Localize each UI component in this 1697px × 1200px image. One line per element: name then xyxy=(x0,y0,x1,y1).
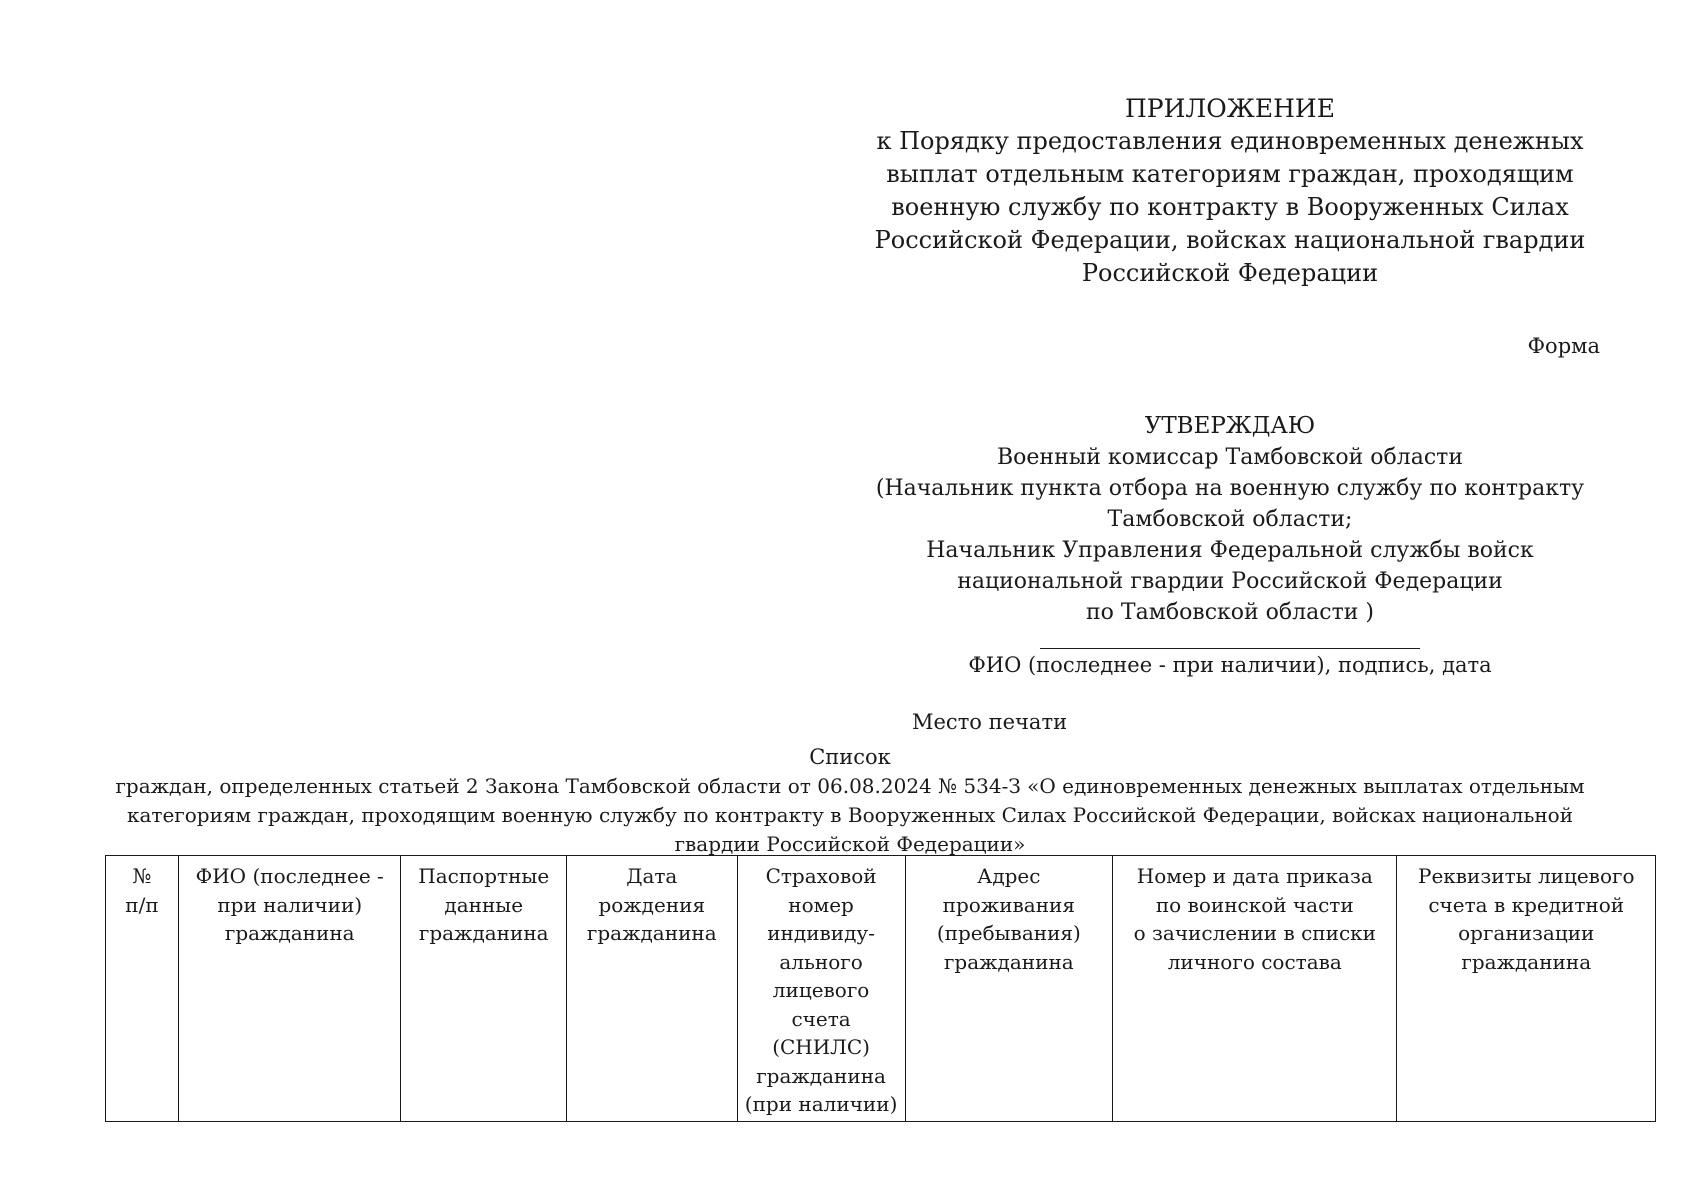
header-line: Паспортные xyxy=(418,864,550,888)
header-line: Дата xyxy=(626,864,678,888)
header-line: лицевого xyxy=(772,978,870,1002)
table-header-row xyxy=(106,856,1656,1122)
approval-title: УТВЕРЖДАЮ xyxy=(1144,413,1316,439)
header-bank-account xyxy=(1397,856,1656,1122)
header-line: счета в кредитной xyxy=(1428,892,1625,917)
header-line: гражданина xyxy=(418,921,549,945)
approval-line: Военный комиссар Тамбовской области xyxy=(996,445,1464,470)
header-passport xyxy=(401,856,566,1122)
header-line: гражданина xyxy=(756,1063,886,1088)
header-line: индивиду- xyxy=(767,921,875,945)
header-line: (пребывания) xyxy=(936,921,1081,945)
header-line: № xyxy=(132,864,152,888)
header-line: при наличии) xyxy=(217,892,363,917)
header-address xyxy=(905,856,1113,1122)
header-line: (при наличии) xyxy=(744,1092,898,1116)
list-subtitle-line: граждан, определенных статьей 2 Закона Тамбовской области от 06.08.2024 № 534-З «О единовременных денежных выплатах отдельным xyxy=(115,774,1585,798)
header-line: ФИО (последнее - xyxy=(195,864,384,888)
signature-line xyxy=(1040,648,1420,649)
appendix-line: Российской Федерации, войсках национальной гвардии xyxy=(874,226,1586,254)
header-line: Реквизиты лицевого xyxy=(1417,864,1635,888)
appendix-line: выплат отдельным категориям граждан, проходящим xyxy=(886,160,1574,188)
approval-block xyxy=(860,411,1600,628)
header-line: п/п xyxy=(125,892,159,917)
appendix-line: к Порядку предоставления единовременных денежных xyxy=(876,127,1584,155)
seal-place: Место печати xyxy=(912,710,1068,734)
header-line: гражданина xyxy=(1461,949,1592,974)
header-line: Адрес xyxy=(977,864,1041,888)
header-line: гражданина xyxy=(224,921,355,945)
approval-line: по Тамбовской области ) xyxy=(1086,600,1374,625)
citizens-table xyxy=(105,855,1656,1122)
header-line: о зачислении в списки xyxy=(1133,921,1376,945)
list-subtitle-line: категориям граждан, проходящим военную службу по контракту в Вооруженных Силах Российской Федерации, войсках национальной xyxy=(126,803,1574,827)
list-subtitle-line: гвардии Российской Федерации» xyxy=(674,832,1026,856)
header-line: номер xyxy=(788,892,854,917)
appendix-line: военную службу по контракту в Вооруженных Силах xyxy=(891,193,1569,221)
list-subtitle xyxy=(100,772,1600,859)
header-line: (СНИЛС) xyxy=(772,1035,870,1059)
appendix-header xyxy=(870,92,1590,290)
approval-line: Тамбовской области; xyxy=(1107,507,1353,532)
approval-line: Начальник Управления Федеральной службы войск xyxy=(926,538,1534,563)
header-line: по воинской части xyxy=(1155,892,1354,917)
header-line: организации xyxy=(1458,921,1595,945)
header-snils xyxy=(737,856,905,1122)
header-line: Номер и дата приказа xyxy=(1136,864,1373,888)
header-line: проживания xyxy=(942,892,1076,917)
header-line: рождения xyxy=(598,892,706,917)
header-line: гражданина xyxy=(586,921,717,945)
approval-line: национальной гвардии Российской Федерации xyxy=(957,569,1503,594)
header-line: Страховой xyxy=(765,864,877,888)
header-line: личного состава xyxy=(1167,949,1342,974)
approval-line: (Начальник пункта отбора на военную службу по контракту xyxy=(875,476,1585,501)
header-line: данные xyxy=(444,892,524,917)
header-order xyxy=(1113,856,1397,1122)
appendix-title: ПРИЛОЖЕНИЕ xyxy=(1125,94,1335,123)
header-line: гражданина xyxy=(943,949,1074,974)
header-line: ального xyxy=(779,949,863,974)
list-title: Список xyxy=(809,745,891,769)
signature-caption: ФИО (последнее - при наличии), подпись, дата xyxy=(968,653,1492,677)
header-birth-date xyxy=(566,856,737,1122)
header-line: счета xyxy=(791,1006,851,1031)
appendix-line: Российской Федерации xyxy=(1081,259,1379,287)
header-full-name xyxy=(178,856,401,1122)
header-number xyxy=(106,856,179,1122)
form-label: Форма xyxy=(1527,334,1600,358)
